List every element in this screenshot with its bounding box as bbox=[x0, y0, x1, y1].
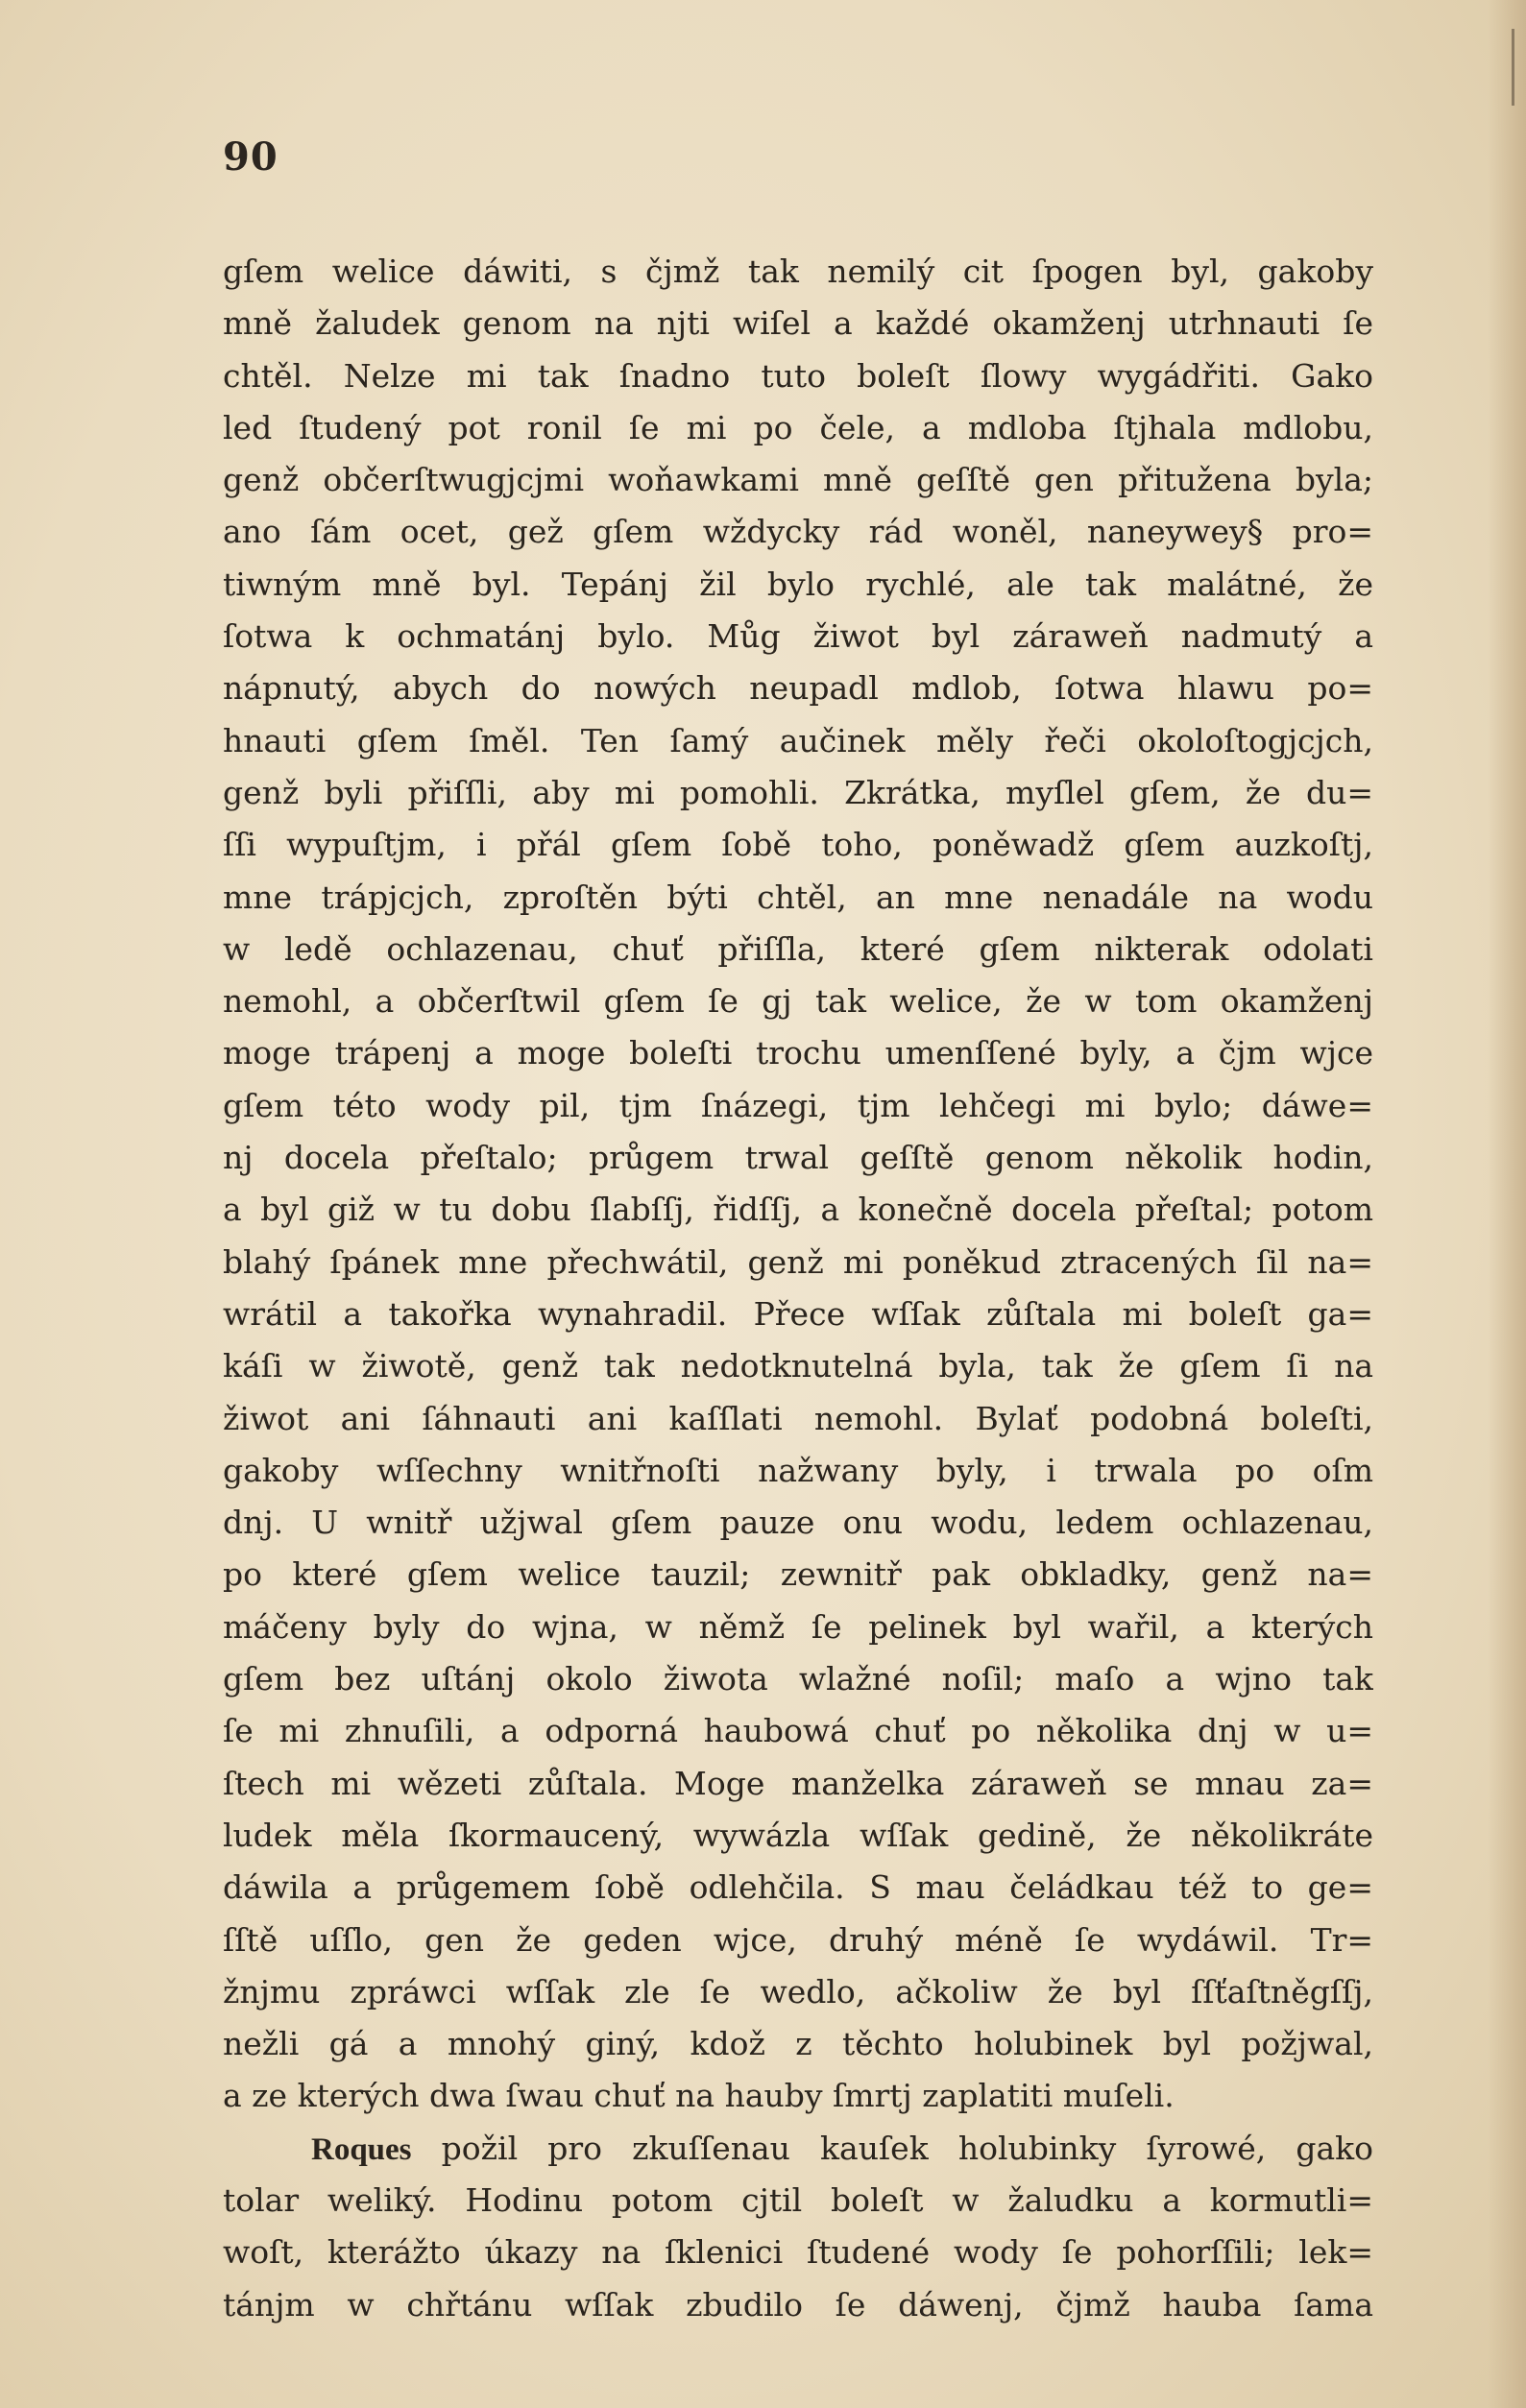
text-line-3: chtěl. Nelze mi tak ſnadno tuto boleſt ſlowy wygádřiti. Gako bbox=[223, 356, 1373, 395]
text-line-27: máčeny byly do wjna, w němž ſe pelinek byl wařil, a kterých bbox=[223, 1607, 1373, 1646]
paragraph-2-first-line bbox=[223, 2123, 1373, 2175]
text-line-30: ſtech mi wězeti zůſtala. Moge manželka záraweň se mnau za= bbox=[223, 1764, 1373, 1802]
text-line-17: gſem této wody pil, tjm ſnázegi, tjm lehčegi mi bylo; dáwe= bbox=[223, 1086, 1373, 1124]
text-line-32: dáwila a průgemem ſobě odlehčila. S mau čeládkau též to ge= bbox=[223, 1868, 1373, 1907]
body-text bbox=[223, 246, 1373, 2331]
spine-rule bbox=[1512, 29, 1514, 106]
text-line-12: ſſi wypuſtjm, i přál gſem ſobě toho, poněwadž gſem auzkoſtj, bbox=[223, 826, 1373, 864]
text-line-29: ſe mi zhnuſili, a odporná haubowá chuť po několika dnj w u= bbox=[223, 1712, 1373, 1750]
text-line-10: hnauti gſem ſměl. Ten ſamý aučinek měly řeči okoloſtogjcjch, bbox=[223, 721, 1373, 759]
text-line-36: a ze kterých dwa ſwau chuť na hauby ſmrtj zaplatiti muſeli. bbox=[223, 2077, 1175, 2115]
text-line-34: žnjmu zpráwci wſſak zle ſe wedlo, ačkoliw že byl ſſťaſtněgſſj, bbox=[223, 1972, 1373, 2011]
text-line-16: moge trápenj a moge boleſti trochu umenſſené byly, a čjm wjce bbox=[223, 1034, 1373, 1072]
text-line-5: genž občerſtwugjcjmi woňawkami mně geſſtě gen přitužena byla; bbox=[223, 461, 1373, 499]
text-line-7: tiwným mně byl. Tepánj žil bylo rychlé, ale tak malátné, že bbox=[223, 565, 1373, 603]
text-line-19: a byl giž w tu dobu ſlabſſj, řidſſj, a konečně docela přeſtal; potom bbox=[223, 1191, 1373, 1229]
paragraph-2-first-line-text: požil pro zkuſſenau kauſek holubinky ſyrowé, gako bbox=[441, 2129, 1373, 2167]
spine-shadow bbox=[1488, 0, 1526, 2408]
text-line-35: nežli gá a mnohý giný, kdož z těchto holubinek byl požjwal, bbox=[223, 2025, 1373, 2063]
text-line-11: genž byli přiſſli, aby mi pomohli. Zkrátka, myſlel gſem, že du= bbox=[223, 773, 1373, 811]
text-line-9: nápnutý, abych do nowých neupadl mdlob, ſotwa hlawu po= bbox=[223, 669, 1373, 708]
paragraph-2-line-2: tolar weliký. Hodinu potom cjtil boleſt w žaludku a kormutli= bbox=[223, 2180, 1373, 2219]
text-line-6: ano ſám ocet, gež gſem wždycky rád woněl, naneywey§ pro= bbox=[223, 513, 1373, 551]
text-line-22: káſi w žiwotě, genž tak nedotknutelná byla, tak že gſem ſi na bbox=[223, 1347, 1373, 1385]
text-line-8: ſotwa k ochmatánj bylo. Můg žiwot byl záraweň nadmutý a bbox=[223, 617, 1373, 656]
text-line-23: žiwot ani ſáhnauti ani kaſſlati nemohl. Bylať podobná boleſti, bbox=[223, 1399, 1373, 1437]
text-line-4: led ſtudený pot ronil ſe mi po čele, a mdloba ſtjhala mdlobu, bbox=[223, 408, 1373, 446]
text-line-24: gakoby wſſechny wnitřnoſti nažwany byly, i trwala po oſm bbox=[223, 1451, 1373, 1489]
paragraph-2-line-3: woſt, kterážto úkazy na ſklenici ſtudené wody ſe pohorſſili; lek= bbox=[223, 2233, 1373, 2272]
text-line-14: w ledě ochlazenau, chuť přiſſla, které gſem nikterak odolati bbox=[223, 929, 1373, 968]
roques-name: Roques bbox=[311, 2131, 412, 2167]
text-line-26: po které gſem welice tauzil; zewnitř pak obkladky, genž na= bbox=[223, 1555, 1373, 1594]
text-line-1: gſem welice dáwiti, s čjmž tak nemilý cit ſpogen byl, gakoby bbox=[223, 253, 1373, 290]
text-line-31: ludek měla ſkormaucený, wywázla wſſak gedině, že několikráte bbox=[223, 1816, 1373, 1854]
text-line-33: ſſtě uſſlo, gen že geden wjce, druhý méně ſe wydáwil. Tr= bbox=[223, 1920, 1373, 1959]
text-line-20: blahý ſpánek mne přechwátil, genž mi poněkud ztracených ſil na= bbox=[223, 1242, 1373, 1281]
paragraph-2-line-4: tánjm w chřtánu wſſak zbudilo ſe dáwenj, čjmž hauba ſama bbox=[223, 2285, 1373, 2324]
text-line-21: wrátil a takořka wynahradil. Přece wſſak zůſtala mi boleſt ga= bbox=[223, 1294, 1373, 1333]
text-line-13: mne trápjcjch, zproſtěn býti chtěl, an mne nenadále na wodu bbox=[223, 878, 1373, 916]
text-line-2: mně žaludek genom na njti wiſel a každé okamženj utrhnauti ſe bbox=[223, 304, 1373, 343]
text-line-15: nemohl, a občerſtwil gſem ſe gj tak welice, že w tom okamženj bbox=[223, 982, 1373, 1021]
text-line-28: gſem bez uſtánj okolo žiwota wlažné noſil; maſo a wjno tak bbox=[223, 1660, 1373, 1698]
text-line-18: nj docela přeſtalo; průgem trwal geſſtě genom několik hodin, bbox=[223, 1139, 1373, 1177]
page-number: 90 bbox=[223, 134, 279, 180]
text-line-25: dnj. U wnitř užjwal gſem pauze onu wodu, ledem ochlazenau, bbox=[223, 1504, 1373, 1542]
